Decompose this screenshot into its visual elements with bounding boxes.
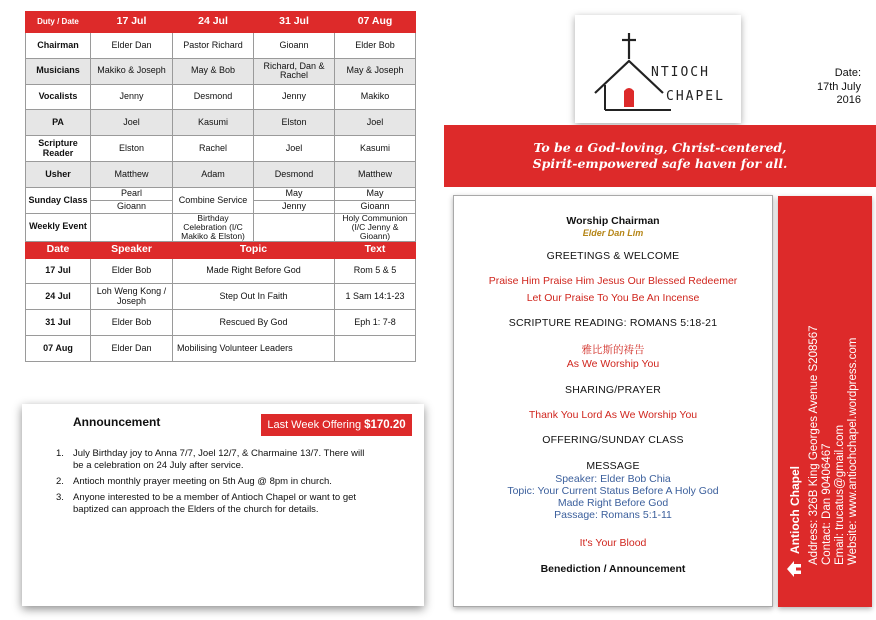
scripture-reading: SCRIPTURE READING: ROMANS 5:18-21 [508, 317, 718, 329]
worship-order-panel [453, 195, 773, 607]
sermon-row [26, 258, 416, 284]
duty-roster-table [25, 11, 416, 362]
offering-label: Last Week Offering [267, 419, 362, 431]
sermon-topic: Mobilising Volunteer Leaders [173, 335, 335, 361]
roster-header-cell: 17 Jul [91, 12, 173, 33]
roster-header-cell: 31 Jul [254, 12, 335, 33]
sermon-header-cell: Date [26, 241, 91, 258]
roster-cell: May & Joseph [335, 58, 416, 84]
sermon-date: 17 Jul [26, 258, 91, 284]
contact-email: Email: trucatus@gmail.com [834, 424, 846, 565]
roster-label: Weekly Event [26, 213, 91, 241]
roster-label: Scripture Reader [26, 136, 91, 162]
roster-cell: Makiko & Joseph [91, 58, 173, 84]
logo-text-line2: CHAPEL [666, 89, 725, 104]
roster-header-cell: 07 Aug [335, 12, 416, 33]
roster-row-pa [26, 110, 416, 136]
bulletin-date [817, 67, 861, 108]
roster-row-weekly-event [26, 213, 416, 241]
roster-cell: Rachel [173, 136, 254, 162]
cell-bottom: Jenny [254, 200, 334, 213]
roster-label: Vocalists [26, 84, 91, 110]
sermon-topic: Rescued By God [173, 310, 335, 336]
song: As We Worship You [566, 358, 660, 370]
roster-cell: Elder Dan [91, 33, 173, 59]
contact-phone: Contact: Dan 90406467 [821, 443, 833, 565]
roster-cell [254, 213, 335, 241]
contact-website: Website: www.antiochchapel.wordpress.com [847, 337, 859, 565]
motto-line2: Spirit-empowered safe haven for all. [532, 156, 788, 171]
cell-top: Pearl [120, 188, 142, 199]
church-logo [575, 15, 741, 123]
contact-rotated [778, 196, 872, 607]
split-cell [91, 188, 172, 213]
sermon-text: Eph 1: 7-8 [335, 310, 416, 336]
date-value-line1: 17th July [816, 80, 861, 93]
announcement-item [56, 448, 376, 472]
announcement-title: Announcement [73, 415, 161, 429]
roster-cell: Makiko [335, 84, 416, 110]
contact-name: Antioch Chapel [788, 465, 802, 554]
motto-line1: To be a God-loving, Christ-centered, [533, 140, 787, 155]
message-topic: Topic: Your Current Status Before A Holy God [507, 485, 719, 497]
roster-label: Usher [26, 161, 91, 187]
roster-cell [254, 187, 335, 213]
sermon-date: 24 Jul [26, 284, 91, 310]
closing: Benediction / Announcement [540, 563, 686, 575]
sermon-topic: Step Out In Faith [173, 284, 335, 310]
roster-cell: May & Bob [173, 58, 254, 84]
sermon-date: 31 Jul [26, 310, 91, 336]
song: It's Your Blood [579, 537, 647, 549]
roster-cell: Kasumi [173, 110, 254, 136]
sermon-header-cell: Speaker [91, 241, 173, 258]
announcement-list [56, 448, 376, 520]
sermon-row [26, 284, 416, 310]
item-number: 1. [56, 448, 64, 459]
roster-cell: Matthew [335, 161, 416, 187]
roster-cell: Joel [91, 110, 173, 136]
song: 雅比斯的祷告 [581, 344, 645, 356]
roster-row-vocalists [26, 84, 416, 110]
sermon-text: 1 Sam 14:1-23 [335, 284, 416, 310]
item-text: Anyone interested to be a member of Antioch Chapel or want to get baptized can approach the Elders of the church for details. [73, 492, 357, 515]
contact-address: Address: 326B King Georges Avenue S208567 [808, 325, 820, 565]
item-text: Antioch monthly prayer meeting on 5th Aug @ 8pm in church. [73, 476, 332, 487]
roster-cell: Gioann [254, 33, 335, 59]
roster-cell: Birthday Celebration (I/C Makiko & Elston) [173, 213, 254, 241]
item-text: July Birthday joy to Anna 7/7, Joel 12/7, & Charmaine 13/7. There will be a celebration on 24 July after service. [73, 448, 365, 471]
roster-cell: Joel [335, 110, 416, 136]
roster-cell: Adam [173, 161, 254, 187]
announcement-item [56, 492, 376, 516]
date-label: Date: [834, 67, 861, 79]
roster-cell: Kasumi [335, 136, 416, 162]
roster-cell [335, 187, 416, 213]
roster-row-usher [26, 161, 416, 187]
roster-cell: Jenny [254, 84, 335, 110]
roster-cell: Joel [254, 136, 335, 162]
roster-header-cell: 24 Jul [173, 12, 254, 33]
roster-header-row [26, 12, 416, 33]
date-value-line2: 2016 [836, 94, 861, 106]
offering-amount: $170.20 [364, 419, 406, 431]
roster-cell: Elston [91, 136, 173, 162]
sharing-prayer: SHARING/PRAYER [565, 384, 661, 396]
sermon-row [26, 335, 416, 361]
song: Praise Him Praise Him Jesus Our Blessed Redeemer [488, 275, 738, 287]
roster-label: Sunday Class [26, 187, 91, 213]
item-number: 3. [56, 492, 64, 503]
church-small-icon [786, 560, 802, 578]
chairman-title: Worship Chairman [566, 215, 660, 227]
roster-cell: Elder Bob [335, 33, 416, 59]
roster-row-scripture [26, 136, 416, 162]
roster-row-musicians [26, 58, 416, 84]
song: Let Our Praise To You Be An Incense [526, 292, 700, 304]
roster-cell: Desmond [173, 84, 254, 110]
chairman-name: Elder Dan Lim [582, 228, 644, 238]
roster-cell: Desmond [254, 161, 335, 187]
sermon-speaker: Loh Weng Kong / Joseph [91, 284, 173, 310]
message-heading: MESSAGE [586, 460, 640, 472]
roster-cell [91, 187, 173, 213]
sermon-header-row [26, 241, 416, 258]
roster-cell [91, 213, 173, 241]
greetings: GREETINGS & WELCOME [546, 250, 680, 262]
sermon-text: Rom 5 & 5 [335, 258, 416, 284]
roster-cell: Matthew [91, 161, 173, 187]
split-cell [335, 188, 415, 213]
sermon-row [26, 310, 416, 336]
roster-label: Musicians [26, 58, 91, 84]
roster-cell: Richard, Dan & Rachel [254, 58, 335, 84]
message-passage: Passage: Romans 5:1-11 [554, 509, 672, 521]
item-number: 2. [56, 476, 64, 487]
sermon-speaker: Elder Bob [91, 258, 173, 284]
roster-header-cell: Duty / Date [26, 12, 91, 33]
message-speaker: Speaker: Elder Bob Chia [555, 473, 671, 485]
roster-label: Chairman [26, 33, 91, 59]
contact-band [778, 196, 872, 607]
song: Thank You Lord As We Worship You [528, 409, 698, 421]
motto-banner [444, 125, 876, 187]
cell-top: May [366, 188, 384, 199]
roster-cell: Holy Communion (I/C Jenny & Gioann) [335, 213, 416, 241]
sermon-speaker: Elder Dan [91, 335, 173, 361]
roster-row-chairman [26, 33, 416, 59]
announcement-card [22, 404, 424, 606]
cell-top: May [285, 188, 303, 199]
cell-bottom: Gioann [91, 200, 172, 213]
sermon-date: 07 Aug [26, 335, 91, 361]
cell-bottom: Gioann [335, 200, 415, 213]
sermon-topic: Made Right Before God [173, 258, 335, 284]
roster-cell: Combine Service [173, 187, 254, 213]
sermon-speaker: Elder Bob [91, 310, 173, 336]
split-cell [254, 188, 334, 213]
roster-cell: Jenny [91, 84, 173, 110]
roster-label: PA [26, 110, 91, 136]
offering-badge [261, 414, 412, 436]
offering-sunday-class: OFFERING/SUNDAY CLASS [542, 434, 684, 446]
roster-row-sunday-class [26, 187, 416, 213]
roster-cell: Elston [254, 110, 335, 136]
roster-cell: Pastor Richard [173, 33, 254, 59]
sermon-text [335, 335, 416, 361]
sermon-header-cell: Text [335, 241, 416, 258]
sermon-header-cell: Topic [173, 241, 335, 258]
message-topic: Made Right Before God [557, 497, 669, 509]
logo-text-line1: NTIOCH [651, 65, 710, 80]
announcement-item [56, 476, 376, 488]
